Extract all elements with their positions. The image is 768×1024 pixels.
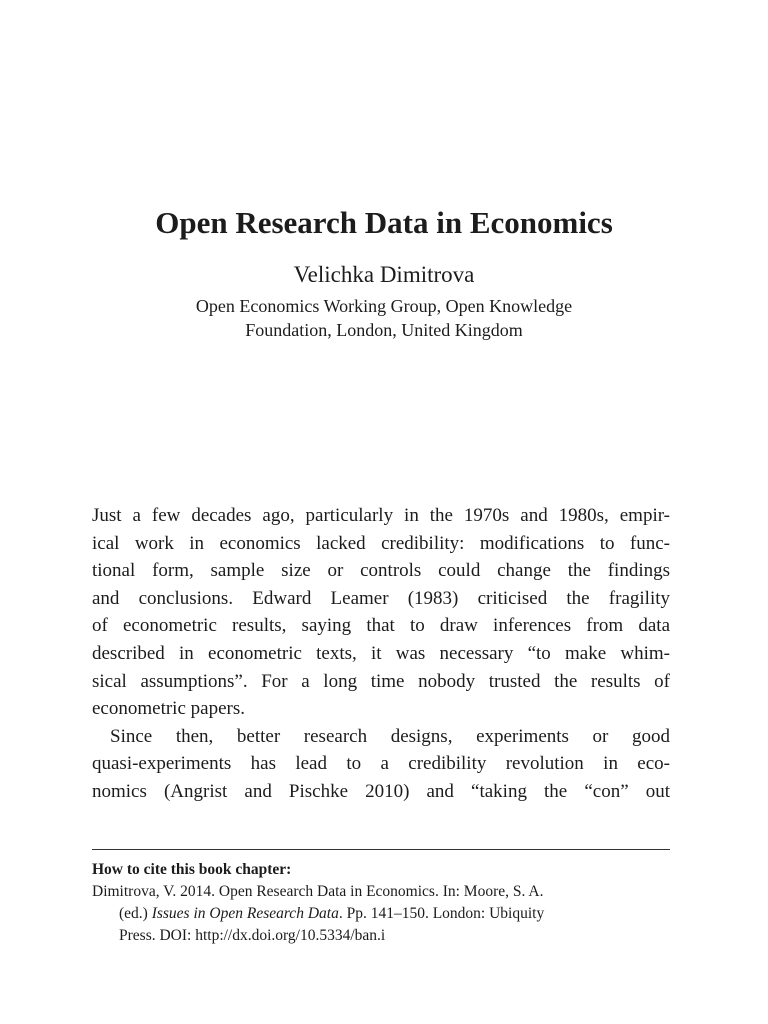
body-line: and conclusions. Edward Leamer (1983) criticised the fragility — [92, 587, 670, 609]
body-line: nomics (Angrist and Pischke 2010) and “taking the “con” out — [92, 780, 670, 802]
citation-block — [92, 859, 670, 947]
citation-text: . Pp. 141–150. London: Ubiquity — [338, 905, 545, 922]
body-line: Just a few decades ago, particularly in the 1970s and 1980s, empir- — [92, 505, 670, 526]
body-line: of econometric results, saying that to draw inferences from data — [92, 615, 670, 637]
author-affiliation — [0, 294, 768, 342]
affiliation-line: Foundation, London, United Kingdom — [245, 320, 523, 340]
body-line: described in econometric texts, it was necessary “to make whim- — [92, 642, 670, 664]
body-text — [92, 502, 670, 806]
citation-heading: How to cite this book chapter: — [92, 861, 292, 878]
body-line: tional form, sample size or controls could change the findings — [92, 560, 670, 582]
citation-line — [92, 903, 670, 925]
body-line: quasi-experiments has lead to a credibility revolution in eco- — [92, 753, 670, 775]
citation-line: Dimitrova, V. 2014. Open Research Data in Economics. In: Moore, S. A. — [92, 883, 544, 900]
book-title: Issues in Open Research Data — [151, 905, 339, 922]
body-line: Since then, better research designs, experiments or good — [110, 725, 670, 747]
chapter-title: Open Research Data in Economics — [155, 205, 613, 240]
body-line: ical work in economics lacked credibility: modifications to func- — [92, 532, 670, 554]
body-line: econometric papers. — [92, 698, 245, 720]
author-name: Velichka Dimitrova — [293, 262, 475, 287]
body-line: sical assumptions”. For a long time nobody trusted the results of — [92, 670, 670, 692]
footnote-divider — [92, 849, 670, 850]
citation-line: Press. DOI: http://dx.doi.org/10.5334/ban.i — [119, 927, 386, 944]
affiliation-line: Open Economics Working Group, Open Knowledge — [195, 296, 573, 316]
citation-text: (ed.) — [119, 905, 152, 922]
